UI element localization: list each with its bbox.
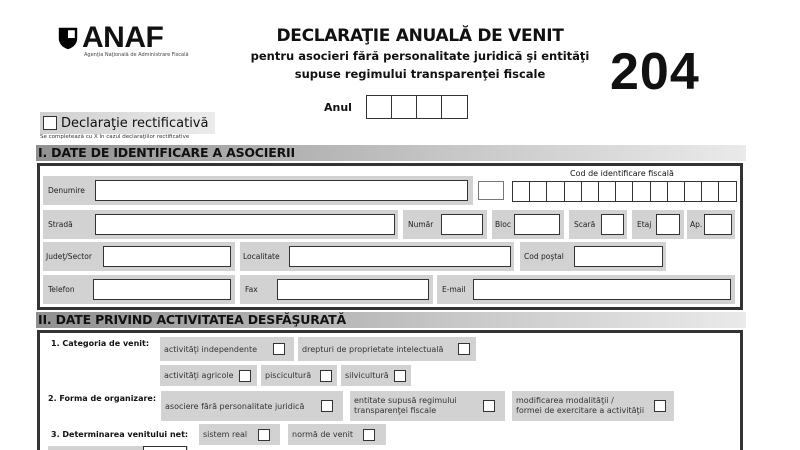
rectification-checkbox[interactable] (43, 116, 57, 130)
bloc-field (492, 210, 564, 239)
form-title-block (240, 26, 600, 82)
cif-digit-box[interactable] (633, 182, 650, 201)
shield-icon (58, 27, 78, 49)
cif-digit-box[interactable] (685, 182, 702, 201)
fax-label: Fax (245, 285, 258, 294)
cif-digit-box[interactable] (582, 182, 599, 201)
telefon-input[interactable] (93, 279, 231, 300)
denumire-field (43, 176, 473, 205)
option-label: activităţi agricole (164, 371, 234, 380)
bloc-input[interactable] (514, 214, 560, 235)
option-label-line1: entitate supusă regimului (354, 396, 457, 405)
fax-field (240, 275, 433, 304)
form-title: DECLARAŢIE ANUALĂ DE VENIT (276, 26, 564, 46)
norma-venit-checkbox[interactable] (363, 429, 375, 441)
rectification-option (40, 112, 215, 134)
cif-digit-box[interactable] (719, 182, 736, 201)
option-label: activităţi independente (164, 344, 258, 354)
option-activitati-independente[interactable] (160, 337, 294, 361)
anaf-logo (58, 21, 189, 58)
activitati-agricole-checkbox[interactable] (239, 370, 251, 382)
scara-field (569, 210, 627, 239)
entitate-transparenta-checkbox[interactable] (483, 400, 495, 412)
judet-field (43, 242, 235, 271)
strada-input[interactable] (95, 214, 395, 235)
organization-form-label: 2. Forma de organizare: (48, 394, 157, 403)
bloc-label: Bloc (495, 220, 511, 229)
year-digit-box[interactable] (442, 96, 467, 118)
cif-label: Cod de identificare fiscală (570, 169, 674, 178)
year-label: Anul (324, 100, 352, 114)
option-label: piscicultură (265, 371, 312, 380)
option-drepturi-proprietate[interactable] (298, 337, 476, 361)
option-label: asociere fără personalitate juridică (165, 401, 305, 411)
sistem-real-checkbox[interactable] (258, 429, 270, 441)
ap-input[interactable] (704, 214, 732, 235)
option-modificarea-modalitatii[interactable] (512, 391, 674, 421)
net-income-label: 3. Determinarea venitului net: (51, 430, 189, 439)
option-label-line2: transparenţei fiscale (354, 406, 437, 415)
cif-prefix-box[interactable] (478, 181, 504, 200)
email-label: E-mail (442, 285, 466, 294)
logo-subtitle: Agenţia Naţională de Administrare Fiscală (84, 52, 189, 58)
year-digit-box[interactable] (367, 96, 392, 118)
numar-input[interactable] (441, 214, 483, 235)
section-2-header: II. DATE PRIVIND ACTIVITATEA DESFĂŞURATĂ (36, 312, 746, 328)
option-label: sistem real (203, 430, 248, 439)
option-label: drepturi de proprietate intelectuală (302, 344, 444, 354)
drepturi-proprietate-checkbox[interactable] (458, 343, 470, 355)
etaj-label: Etaj (637, 220, 652, 229)
localitate-field (240, 242, 514, 271)
year-digit-box[interactable] (392, 96, 417, 118)
telefon-label: Telefon (48, 285, 75, 294)
numar-label: Număr (408, 220, 434, 229)
email-input[interactable] (473, 279, 731, 300)
strada-label: Stradă (48, 220, 73, 229)
option-label-line1: modificarea modalităţii / (516, 396, 614, 405)
form-subtitle-line1: pentru asocieri fără personalitate juridică şi entităţi (250, 49, 590, 63)
option-label: normă de venit (292, 430, 353, 439)
section-1-header: I. DATE DE IDENTIFICARE A ASOCIERII (36, 145, 746, 161)
activitati-independente-checkbox[interactable] (273, 343, 285, 355)
modificarea-modalitatii-checkbox[interactable] (654, 400, 666, 412)
option-asociere[interactable] (161, 391, 343, 421)
cif-digit-box[interactable] (668, 182, 685, 201)
localitate-input[interactable] (289, 246, 511, 267)
etaj-input[interactable] (656, 214, 680, 235)
option-sistem-real[interactable] (199, 424, 280, 445)
piscicultura-checkbox[interactable] (320, 370, 332, 382)
form-subtitle-line2: supuse regimului transparenţei fiscale (294, 67, 546, 81)
rectification-note: Se completează cu X în cazul declaraţiilor rectificative (40, 134, 190, 140)
rectification-label: Declaraţie rectificativă (61, 115, 209, 131)
numar-field (403, 210, 487, 239)
cif-digit-box[interactable] (599, 182, 616, 201)
option-silvicultura[interactable] (341, 365, 411, 386)
cod-postal-label: Cod poştal (524, 252, 564, 261)
cif-digit-box[interactable] (616, 182, 633, 201)
cif-input-boxes[interactable] (512, 181, 737, 202)
denumire-label: Denumire (48, 186, 85, 195)
option-activitati-agricole[interactable] (160, 365, 257, 386)
option-label-line2: formei de exercitare a activităţii (516, 406, 645, 415)
cif-digit-box[interactable] (565, 182, 582, 201)
year-field (324, 95, 468, 119)
option-piscicultura[interactable] (261, 365, 337, 386)
year-digit-box[interactable] (417, 96, 442, 118)
cif-digit-box[interactable] (513, 182, 530, 201)
logo-text: ANAF (82, 21, 164, 54)
form-number: 204 (610, 43, 700, 101)
ap-label: Ap. (690, 220, 703, 229)
option-entitate-transparenta[interactable] (350, 391, 505, 421)
scara-input[interactable] (601, 214, 624, 235)
ap-field (687, 210, 735, 239)
option-label: silvicultură (345, 371, 389, 380)
denumire-input[interactable] (95, 180, 468, 201)
localitate-label: Localitate (243, 252, 280, 261)
silvicultura-checkbox[interactable] (394, 370, 406, 382)
judet-input[interactable] (103, 246, 231, 267)
cif-digit-box[interactable] (547, 182, 564, 201)
etaj-field (632, 210, 684, 239)
income-category-label: 1. Categoria de venit: (51, 339, 150, 348)
cif-digit-box[interactable] (530, 182, 547, 201)
scara-label: Scară (574, 220, 596, 229)
cif-digit-box[interactable] (702, 182, 719, 201)
year-input-boxes[interactable] (366, 95, 468, 119)
email-field (437, 275, 735, 304)
strada-field (43, 210, 398, 239)
judet-label: Judeţ/Sector (46, 252, 92, 261)
option-label (516, 396, 644, 416)
asociere-checkbox[interactable] (321, 400, 333, 412)
fax-input[interactable] (277, 279, 429, 300)
option-norma-venit[interactable] (288, 424, 386, 445)
cif-digit-box[interactable] (651, 182, 668, 201)
option-label (354, 396, 457, 416)
telefon-field (43, 275, 235, 304)
cod-postal-input[interactable] (574, 246, 663, 267)
next-row-input-stub (143, 446, 187, 450)
cod-postal-field (520, 242, 666, 271)
